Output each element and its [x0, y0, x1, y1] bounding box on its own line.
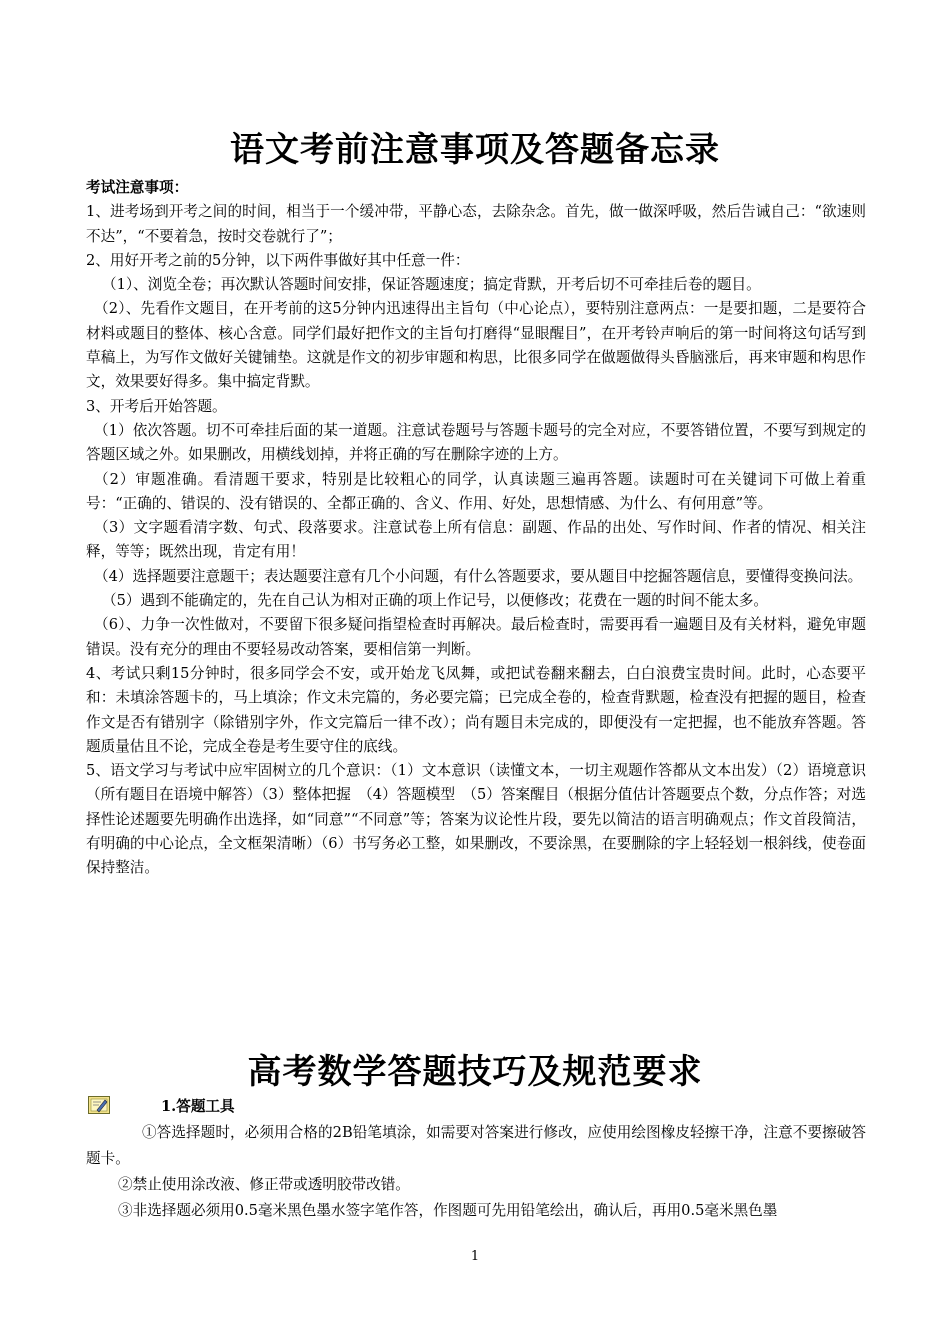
paragraph: ③非选择题必须用0.5毫米黑色墨水签字笔作答，作图题可先用铅笔绘出，确认后，再用0.5毫米黑色墨	[118, 1202, 778, 1219]
paragraph: 4、考试只剩15分钟时，很多同学会不安，或开始龙飞凤舞，或把试卷翻来翻去，白白浪费宝贵时间。此时，心态要平和：未填涂答题卡的，马上填涂；作文未完篇的，务必要完篇；已完成全卷的，检查背默题，检查没有把握的题目，检查作文是否有错别字（除错别字外，作文完篇后一律不改）；尚有题目未完成的，即便没有一定把握，也不能放弃答题。答题质量估且不论，完成全卷是考生要守住的底线。	[86, 664, 866, 755]
section-title: 高考数学答题技巧及规范要求	[247, 1052, 703, 1092]
paragraph: （1）、浏览全卷；再次默认答题时间安排，保证答题速度；搞定背默，开考后切不可牵挂后卷的题目。	[102, 276, 761, 294]
paragraph: 2、用好开考之前的5分钟，以下两件事做好其中任意一件：	[86, 251, 470, 269]
section-heading: 考试注意事项：	[86, 179, 189, 196]
paragraph: ②禁止使用涂改液、修正带或透明胶带改错。	[118, 1176, 410, 1193]
paragraph: （2）审题准确。看清题干要求，特别是比较粗心的同学，认真读题三遍再答题。读题时可在关键词下可做上着重号：“正确的、错误的、没有错误的、全都正确的、含义、作用、好处，思想情感、为什么、有何用意”等。	[86, 470, 866, 512]
math-answer-tips-section	[86, 1120, 866, 1224]
paragraph: （6）、力争一次性做对，不要留下很多疑问指望检查时再解决。最后检查时，需要再看一遍题目及有关材料，避免审题错误。没有充分的理由不要轻易改动答案，要相信第一判断。	[86, 616, 866, 658]
page-number: 1	[470, 1249, 480, 1264]
paragraph: （5）遇到不能确定的，先在自己认为相对正确的项上作记号，以便修改；花费在一题的时间不能太多。	[102, 592, 769, 610]
paragraph: （4）选择题要注意题干；表达题要注意有几个小问题，有什么答题要求，要从题目中挖掘答题信息，要懂得变换问法。	[94, 567, 863, 585]
paragraph: （1）依次答题。切不可牵挂后面的某一道题。注意试卷题号与答题卡题号的完全对应，不要答错位置，不要写到规定的答题区域之外。如果删改，用横线划掉，并将正确的写在删除字迹的上方。	[86, 421, 866, 464]
paragraph: （2）、先看作文题目，在开考前的这5分钟内迅速得出主旨句（中心论点），要特别注意两点：一是要扣题，二是要符合材料或题目的整体、核心含意。同学们最好把作文的主旨句打磨得“显眼醒目”，在开考铃声响后的第一时间将这句话写到草稿上，为写作文做好关键铺垫。这就是作文的初步审题和构思，比很多同学在做题做得头昏脑涨后，再来审题和构思作文，效果要好得多。集中搞定背默。	[86, 300, 866, 391]
chinese-exam-notes-section	[86, 176, 866, 881]
note-pencil-icon	[88, 1096, 110, 1114]
paragraph: 1、进考场到开考之间的时间，相当于一个缓冲带，平静心态，去除杂念。首先，做一做深呼吸，然后告诫自己：“欲速则不达”，“不要着急，按时交卷就行了”；	[86, 203, 866, 245]
subsection-heading: 1.答题工具	[161, 1098, 235, 1115]
paragraph: （3）文字题看清字数、句式、段落要求。注意试卷上所有信息：副题、作品的出处、写作时间、作者的情况、相关注释，等等；既然出现，肯定有用！	[86, 519, 866, 561]
paragraph: ①答选择题时，必须用合格的2B铅笔填涂，如需要对答案进行修改，应使用绘图橡皮轻擦干净，注意不要擦破答题卡。	[86, 1124, 866, 1167]
subsection-header	[88, 1094, 868, 1120]
paragraph: 5、语文学习与考试中应牢固树立的几个意识：（1）文本意识（读懂文本，一切主观题作答都从文本出发）（2）语境意识（所有题目在语境中解答）（3）整体把握 （4）答题模型 （5）答案醒目（根据分值估计答题要点个数，分点作答；对选择性论述题要先明确作出选择，如“同意”“不同意”等；答案为议论性片段，要先以简洁的语言明确观点；作文首段简洁，有明确的中心论点，全文框架清晰）（6）书写务必工整，如果删改，不要涂黑，在要删除的字上轻轻划一根斜线，使卷面保持整洁。	[86, 762, 866, 877]
page-title: 语文考前注意事项及答题备忘录	[230, 130, 720, 170]
paragraph: 3、开考后开始答题。	[86, 397, 227, 415]
